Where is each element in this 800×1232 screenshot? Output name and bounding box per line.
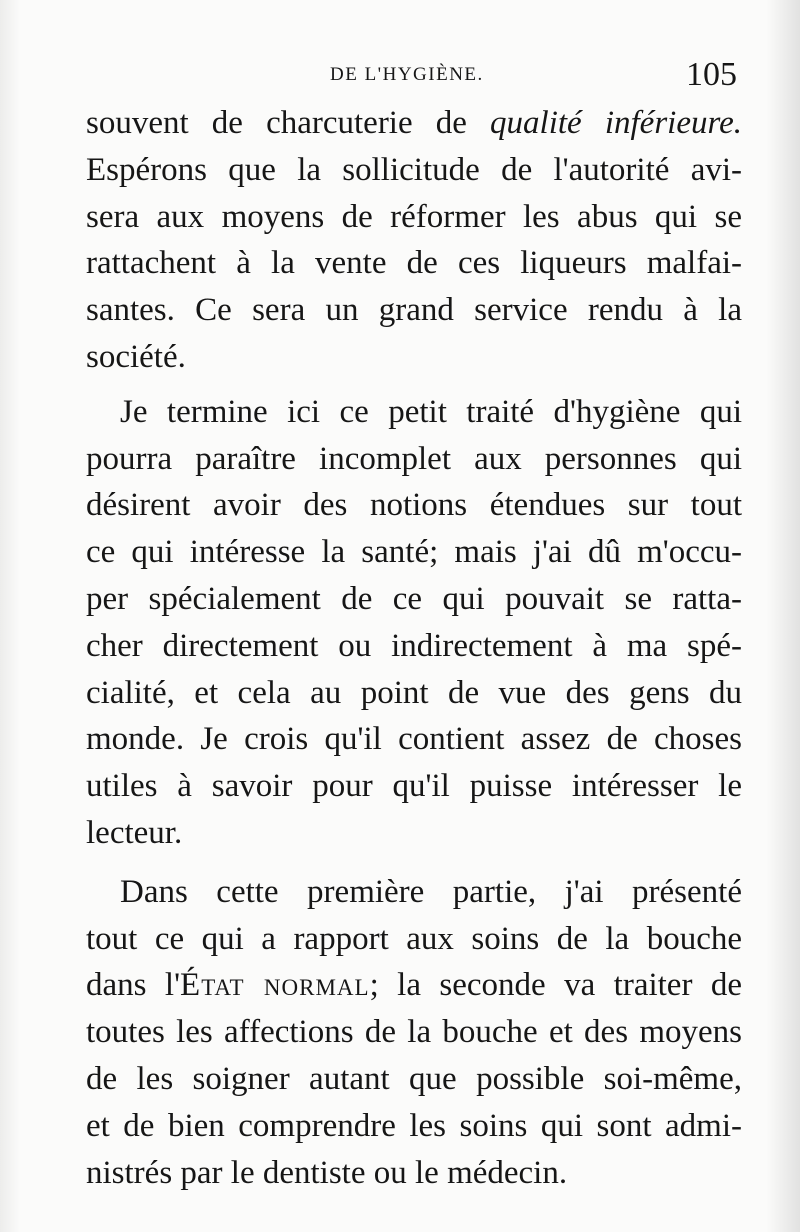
page-edge-shadow-left bbox=[0, 0, 20, 1232]
text-line bbox=[86, 147, 742, 194]
text-line bbox=[86, 240, 742, 287]
text-segment: cialité, et cela au point de vue des gens du bbox=[86, 674, 742, 711]
running-title: DE L'HYGIÈNE. bbox=[330, 64, 484, 85]
text-line bbox=[86, 716, 742, 763]
text-line bbox=[86, 334, 742, 381]
text-segment: nistrés par le dentiste ou le médecin. bbox=[86, 1154, 568, 1191]
text-line bbox=[86, 670, 742, 717]
text-segment: monde. Je crois qu'il contient assez de choses bbox=[86, 721, 742, 758]
text-segment-smallcaps: État normal bbox=[180, 967, 370, 1004]
text-segment: per spécialement de ce qui pouvait se ratta- bbox=[86, 580, 742, 617]
text-segment: toutes les affections de la bouche et des moyens bbox=[86, 1014, 742, 1051]
text-line bbox=[86, 869, 742, 916]
text-segment: société. bbox=[86, 338, 186, 375]
text-segment-italic: qualité inférieure. bbox=[490, 105, 742, 141]
page-number: 105 bbox=[686, 56, 737, 93]
text-segment: de les soigner autant que possible soi-même, bbox=[86, 1060, 742, 1097]
text-line bbox=[86, 529, 742, 576]
text-line bbox=[86, 194, 742, 241]
text-line bbox=[86, 436, 742, 483]
text-line bbox=[86, 1150, 742, 1197]
body-text bbox=[86, 100, 742, 1196]
text-line bbox=[86, 389, 742, 436]
text-line bbox=[86, 916, 742, 963]
text-segment: dans l' bbox=[86, 967, 181, 1004]
text-segment: désirent avoir des notions étendues sur tout bbox=[86, 487, 742, 524]
paragraph bbox=[86, 100, 742, 381]
text-line bbox=[86, 763, 742, 810]
text-segment: et de bien comprendre les soins qui sont admi- bbox=[86, 1107, 742, 1144]
text-line bbox=[86, 100, 742, 147]
text-line bbox=[86, 1056, 742, 1103]
text-segment: sera aux moyens de réformer les abus qui se bbox=[86, 198, 742, 235]
running-head bbox=[0, 56, 800, 96]
paragraph bbox=[86, 389, 742, 857]
text-segment: santes. Ce sera un grand service rendu à la bbox=[86, 292, 742, 329]
text-line bbox=[86, 810, 742, 857]
text-segment: tout ce qui a rapport aux soins de la bouche bbox=[86, 920, 742, 957]
text-line bbox=[86, 1009, 742, 1056]
text-segment: utiles à savoir pour qu'il puisse intéresser le bbox=[86, 768, 742, 805]
text-segment: Espérons que la sollicitude de l'autorité avi- bbox=[86, 151, 742, 188]
text-segment: lecteur. bbox=[86, 814, 183, 851]
text-segment: pourra paraître incomplet aux personnes qui bbox=[86, 440, 742, 477]
text-line bbox=[86, 287, 742, 334]
text-segment: Dans cette première partie, j'ai présenté bbox=[120, 873, 742, 910]
text-segment: souvent de charcuterie de bbox=[86, 105, 491, 141]
text-line bbox=[86, 962, 742, 1009]
text-line bbox=[86, 576, 742, 623]
text-line bbox=[86, 1103, 742, 1150]
text-segment: Je termine ici ce petit traité d'hygiène qui bbox=[120, 393, 742, 430]
text-segment: rattachent à la vente de ces liqueurs malfai- bbox=[86, 245, 742, 282]
text-line bbox=[86, 623, 742, 670]
text-segment: ; la seconde va traiter de bbox=[369, 967, 742, 1004]
page-edge-shadow-right bbox=[766, 0, 800, 1232]
text-segment: cher directement ou indirectement à ma spé- bbox=[86, 627, 742, 664]
text-line bbox=[86, 482, 742, 529]
paragraph bbox=[86, 869, 742, 1197]
text-segment: ce qui intéresse la santé; mais j'ai dû m'occu- bbox=[86, 534, 742, 571]
